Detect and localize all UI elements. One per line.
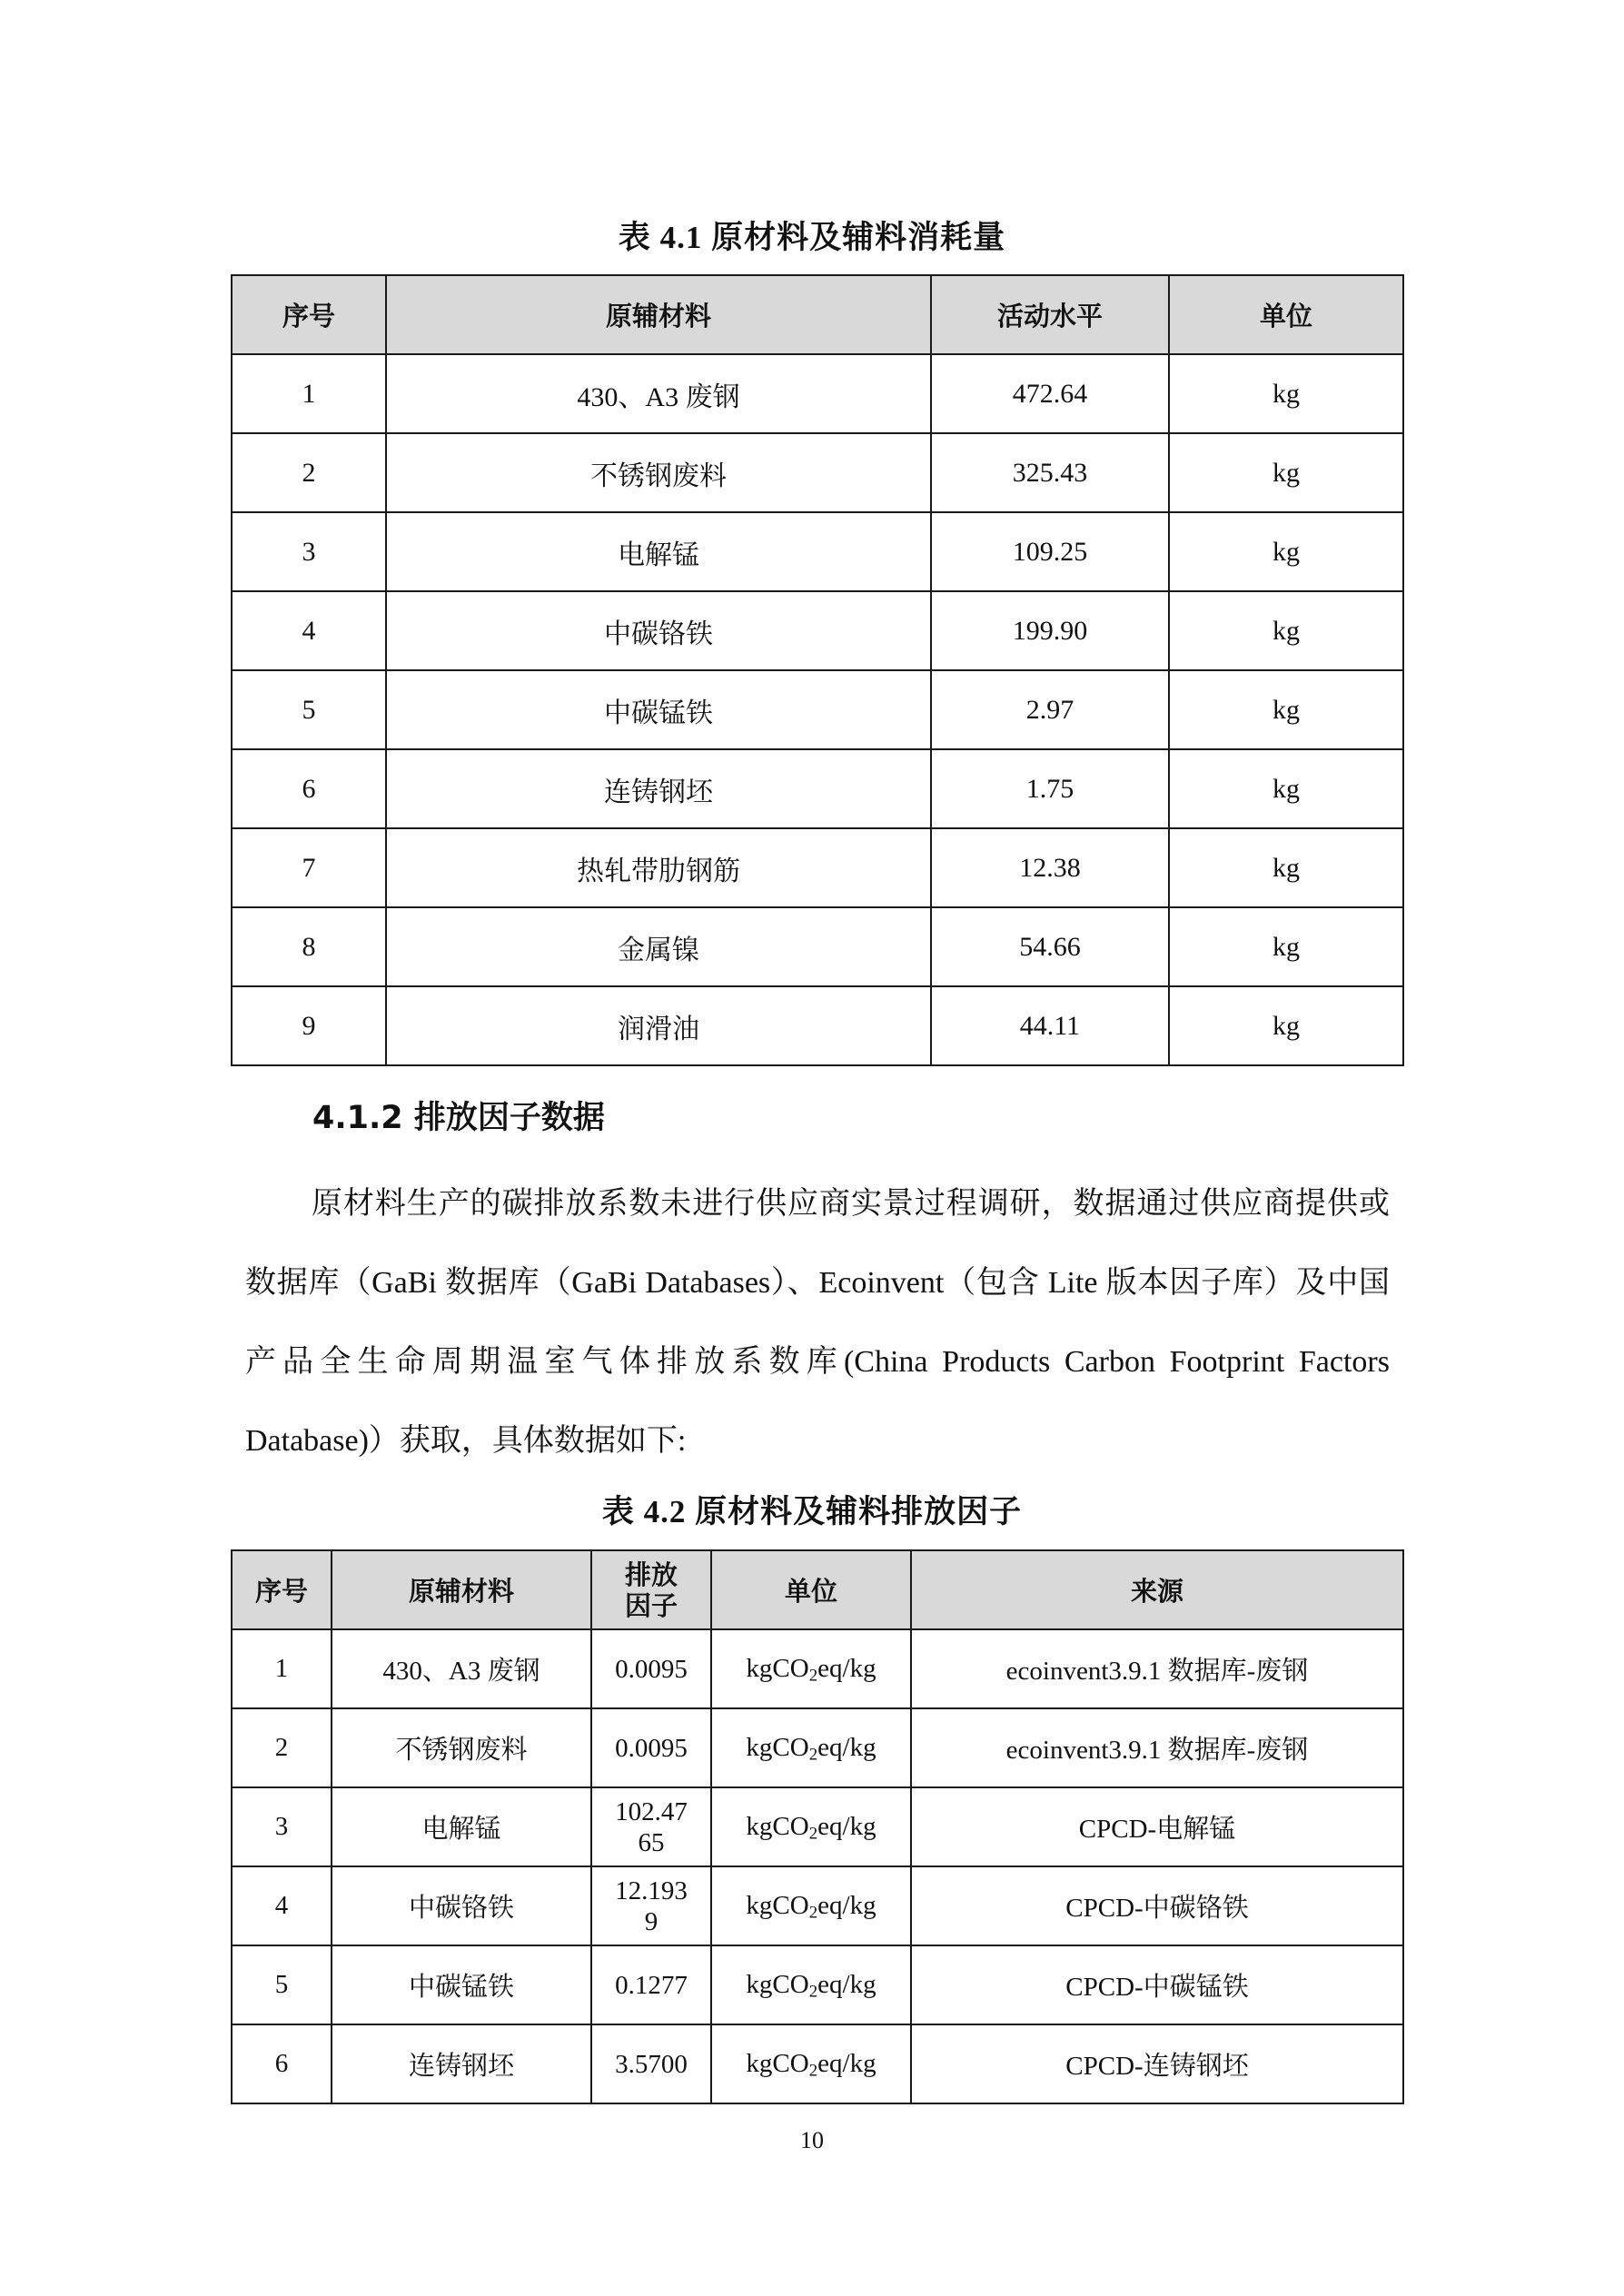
factor-line1: 3.5700 [615,2049,688,2079]
factor-line1: 0.0095 [615,1733,688,1763]
table-row [232,1945,1403,2024]
unit-subscript: 2 [808,2061,818,2081]
unit-prefix: kgCO [746,1970,809,1999]
table-row [232,670,1403,749]
cell-material: 润滑油 [386,986,931,1065]
table-row [232,1787,1403,1866]
body-paragraph [245,1164,1390,1480]
table-row [232,591,1403,670]
cell-no: 6 [232,749,386,828]
cell-no: 8 [232,907,386,986]
factor-line1: 0.1277 [615,1970,688,2000]
cell-material: 不锈钢废料 [386,433,931,512]
cell-source: ecoinvent3.9.1 数据库-废钢 [911,1708,1403,1787]
cell-no: 7 [232,828,386,907]
cell-no: 9 [232,986,386,1065]
cell-activity: 12.38 [931,828,1169,907]
table-row [232,512,1403,591]
unit-subscript: 2 [808,1666,818,1686]
cell-no: 2 [232,1708,332,1787]
cell-activity: 44.11 [931,986,1169,1065]
factor-line1: 102.47 [615,1796,688,1826]
cell-no: 4 [232,1866,332,1945]
cell-factor [591,1708,711,1787]
cell-unit: kg [1169,828,1403,907]
unit-prefix: kgCO [746,1891,809,1920]
table-row [232,1708,1403,1787]
cell-factor [591,1866,711,1945]
header-material: 原辅材料 [386,275,931,354]
cell-material: 中碳铬铁 [386,591,931,670]
cell-no: 4 [232,591,386,670]
cell-factor [591,1629,711,1708]
unit-suffix: eq/kg [817,1733,876,1762]
cell-activity: 54.66 [931,907,1169,986]
page-number: 10 [800,2127,824,2153]
unit-subscript: 2 [808,1982,818,2002]
cell-no: 1 [232,1629,332,1708]
section-heading: 4.1.2 排放因子数据 [312,1100,605,1136]
factor-line2: 65 [638,1827,665,1857]
unit-suffix: eq/kg [817,1970,876,1999]
cell-material: 中碳铬铁 [332,1866,591,1945]
unit-prefix: kgCO [746,2049,809,2078]
unit-subscript: 2 [808,1903,818,1923]
unit-subscript: 2 [808,1745,818,1765]
cell-activity: 1.75 [931,749,1169,828]
header-unit: 单位 [711,1550,911,1629]
cell-no: 5 [232,1945,332,2024]
cell-unit [711,1708,911,1787]
table-row [232,828,1403,907]
cell-unit: kg [1169,749,1403,828]
table-row [232,2024,1403,2103]
cell-source: CPCD-连铸钢坯 [911,2024,1403,2103]
table-row [232,749,1403,828]
cell-no: 2 [232,433,386,512]
table-row [232,986,1403,1065]
cell-unit [711,2024,911,2103]
cell-factor [591,1945,711,2024]
cell-source: ecoinvent3.9.1 数据库-废钢 [911,1629,1403,1708]
cell-unit: kg [1169,986,1403,1065]
cell-factor [591,1787,711,1866]
cell-material: 中碳锰铁 [332,1945,591,2024]
cell-unit [711,1945,911,2024]
unit-suffix: eq/kg [817,1812,876,1841]
cell-material: 连铸钢坯 [386,749,931,828]
header-activity: 活动水平 [931,275,1169,354]
cell-no: 1 [232,354,386,433]
cell-factor [591,2024,711,2103]
header-unit: 单位 [1169,275,1403,354]
unit-prefix: kgCO [746,1654,809,1683]
cell-activity: 325.43 [931,433,1169,512]
cell-material: 金属镍 [386,907,931,986]
unit-prefix: kgCO [746,1812,809,1841]
unit-suffix: eq/kg [817,2049,876,2078]
factor-line1: 12.193 [615,1875,688,1905]
cell-material: 电解锰 [386,512,931,591]
cell-material: 中碳锰铁 [386,670,931,749]
table-caption: 表 4.2 原材料及辅料排放因子 [601,1494,1023,1529]
material-consumption-table [231,274,1404,1066]
cell-activity: 2.97 [931,670,1169,749]
table-row [232,1866,1403,1945]
table-row [232,907,1403,986]
cell-activity: 199.90 [931,591,1169,670]
cell-unit [711,1787,911,1866]
cell-unit: kg [1169,907,1403,986]
cell-activity: 472.64 [931,354,1169,433]
factor-line2: 9 [644,1906,659,1936]
header-factor-line2: 因子 [624,1589,678,1621]
cell-unit: kg [1169,670,1403,749]
unit-prefix: kgCO [746,1733,809,1762]
unit-subscript: 2 [808,1824,818,1844]
cell-activity: 109.25 [931,512,1169,591]
cell-material: 不锈钢废料 [332,1708,591,1787]
cell-unit: kg [1169,433,1403,512]
cell-no: 6 [232,2024,332,2103]
cell-no: 5 [232,670,386,749]
table-caption: 表 4.1 原材料及辅料消耗量 [618,220,1006,255]
cell-source: CPCD-中碳铬铁 [911,1866,1403,1945]
table-row [232,354,1403,433]
cell-no: 3 [232,512,386,591]
cell-source: CPCD-电解锰 [911,1787,1403,1866]
cell-material: 热轧带肋钢筋 [386,828,931,907]
paragraph-text: 原材料生产的碳排放系数未进行供应商实景过程调研，数据通过供应商提供或数据库（GaBi 数据库（GaBi Databases）、Ecoinvent（包含 Lite 版本因子库）及中国产品全生命周期温室气体排放系数库(China Products Carbon Footprint Factors Database)）获取，具体数据如下: [245,1187,1390,1458]
cell-unit: kg [1169,354,1403,433]
header-source: 来源 [911,1550,1403,1629]
table-header-row [232,1550,1403,1629]
cell-unit [711,1866,911,1945]
cell-material: 电解锰 [332,1787,591,1866]
unit-suffix: eq/kg [817,1654,876,1683]
cell-material: 430、A3 废钢 [332,1629,591,1708]
header-material: 原辅材料 [332,1550,591,1629]
table-row [232,1629,1403,1708]
header-no: 序号 [232,275,386,354]
cell-unit: kg [1169,591,1403,670]
unit-suffix: eq/kg [817,1891,876,1920]
cell-source: CPCD-中碳锰铁 [911,1945,1403,2024]
cell-material: 连铸钢坯 [332,2024,591,2103]
cell-material: 430、A3 废钢 [386,354,931,433]
cell-no: 3 [232,1787,332,1866]
table-header-row [232,275,1403,354]
emission-factor-table [231,1549,1404,2104]
header-no: 序号 [232,1550,332,1629]
header-factor [591,1550,711,1629]
header-factor-line1: 排放 [624,1559,678,1590]
factor-line1: 0.0095 [615,1654,688,1684]
table-row [232,433,1403,512]
cell-unit: kg [1169,512,1403,591]
cell-unit [711,1629,911,1708]
